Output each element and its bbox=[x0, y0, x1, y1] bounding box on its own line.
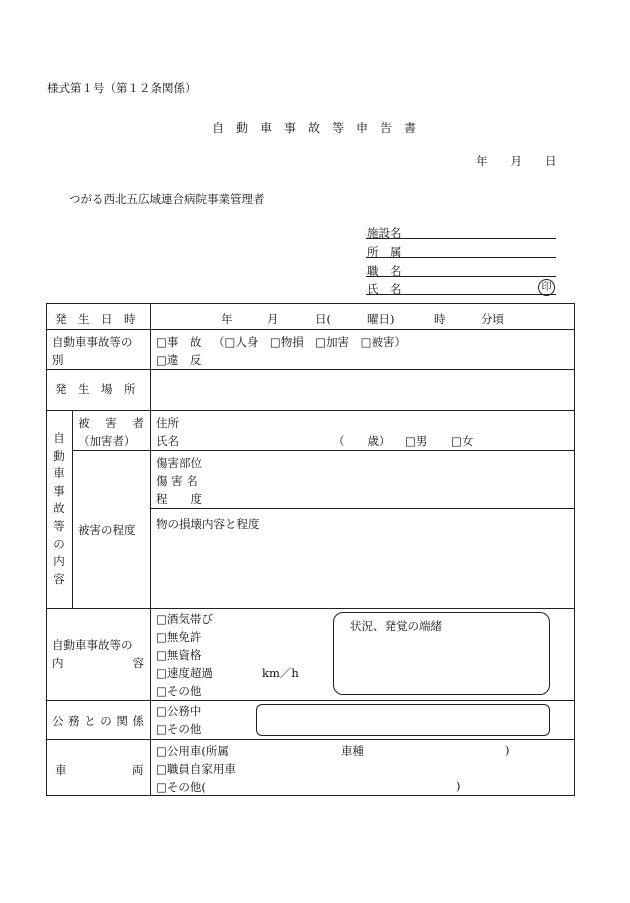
accident-type-options[interactable]: （□人身 □物損 □加害 □被害） bbox=[213, 335, 406, 349]
violation-checkbox[interactable]: □違 反 bbox=[156, 353, 202, 367]
severity-label: 程 度 bbox=[156, 492, 202, 506]
vehicle-label-left: 車 bbox=[55, 763, 67, 777]
speed-unit: km／h bbox=[262, 666, 299, 680]
vehicle-type-label: 車種 bbox=[341, 744, 364, 758]
vehicle-label-right: 両 bbox=[132, 763, 144, 777]
occurrence-minute: 分頃 bbox=[481, 312, 504, 326]
occurrence-hour: 時 bbox=[434, 312, 446, 326]
addressee: つがる西北五広域連合病院事業管理者 bbox=[69, 192, 265, 206]
public-vehicle-close-paren: ) bbox=[505, 743, 510, 757]
location-label: 発 生 場 所 bbox=[55, 382, 136, 396]
incident-label-line1: 自動車事故等の bbox=[52, 638, 133, 652]
other-violation-checkbox[interactable]: □その他 bbox=[156, 684, 202, 698]
unlicensed-checkbox[interactable]: □無免許 bbox=[156, 630, 202, 644]
address-label: 住所 bbox=[156, 416, 179, 430]
other-vehicle-checkbox[interactable]: □その他( bbox=[156, 780, 206, 794]
occurrence-year: 年 bbox=[221, 312, 233, 326]
position-label: 職 名 bbox=[367, 264, 402, 278]
victim-label-line2: （加害者） bbox=[78, 434, 136, 448]
situation-label: 状況、発覚の端緒 bbox=[350, 619, 442, 633]
occurrence-month: 月 bbox=[267, 312, 279, 326]
accident-checkbox[interactable]: □事 故 bbox=[156, 335, 202, 349]
male-checkbox[interactable]: □男 bbox=[405, 434, 428, 448]
form-number: 様式第１号（第１２条関係） bbox=[47, 81, 197, 95]
injury-site-label: 傷害部位 bbox=[156, 456, 202, 470]
facility-label: 施設名 bbox=[367, 226, 402, 240]
age-label: （ 歳） bbox=[333, 434, 391, 448]
duty-relation-label: 公務との関係 bbox=[52, 714, 144, 728]
damage-degree-label: 被害の程度 bbox=[78, 523, 136, 537]
occurrence-weekday: 曜日) bbox=[367, 312, 395, 326]
off-duty-other-checkbox[interactable]: □その他 bbox=[156, 722, 202, 736]
other-vehicle-close-paren: ) bbox=[456, 779, 461, 793]
category-label-line2: 別 bbox=[52, 353, 64, 367]
occurrence-datetime-label: 発 生 日 時 bbox=[55, 312, 136, 326]
drunk-driving-checkbox[interactable]: □酒気帯び bbox=[156, 612, 213, 626]
injury-name-label: 傷 害 名 bbox=[156, 474, 198, 488]
property-damage-label: 物の損壊内容と程度 bbox=[156, 517, 260, 531]
private-vehicle-checkbox[interactable]: □職員自家用車 bbox=[156, 762, 236, 776]
affiliation-field[interactable] bbox=[366, 257, 556, 258]
unqualified-checkbox[interactable]: □無資格 bbox=[156, 648, 202, 662]
public-vehicle-checkbox[interactable]: □公用車(所属 bbox=[156, 744, 229, 758]
affiliation-label: 所 属 bbox=[367, 245, 402, 259]
incident-label-line2: 内 容 bbox=[52, 656, 144, 670]
on-duty-checkbox[interactable]: □公務中 bbox=[156, 704, 202, 718]
facility-field[interactable] bbox=[366, 238, 556, 239]
date-line: 年 月 日 bbox=[476, 154, 557, 168]
name-label: 氏 名 bbox=[367, 282, 402, 296]
occurrence-day: 日( bbox=[315, 312, 331, 326]
location-field[interactable] bbox=[152, 372, 572, 407]
victim-name-label: 氏名 bbox=[156, 434, 179, 448]
seal-mark: 印 bbox=[538, 279, 555, 296]
name-field[interactable] bbox=[366, 294, 556, 295]
speeding-checkbox[interactable]: □速度超過 bbox=[156, 666, 213, 680]
accident-content-vertical-label: 自動車事故等の内容 bbox=[53, 431, 65, 586]
position-field[interactable] bbox=[366, 276, 556, 277]
category-label-line1: 自動車事故等の bbox=[52, 335, 133, 349]
victim-label-line1: 被 害 者 bbox=[78, 416, 144, 430]
female-checkbox[interactable]: □女 bbox=[451, 434, 474, 448]
duty-detail-box[interactable] bbox=[256, 704, 550, 736]
page-title: 自 動 車 事 故 等 申 告 書 bbox=[212, 121, 417, 135]
